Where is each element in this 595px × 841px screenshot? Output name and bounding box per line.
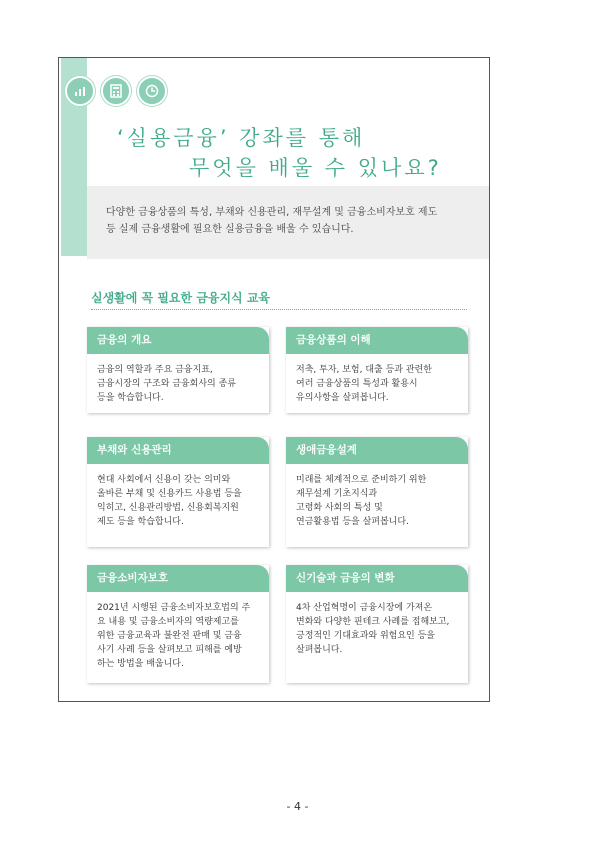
card-text-line: 하는 방법을 배웁니다. <box>97 659 184 669</box>
chart-icon <box>65 76 95 106</box>
clock-icon <box>137 76 167 106</box>
card-consumer-protection <box>87 565 269 683</box>
card-text-line: 재무설계 기초지식과 <box>296 489 378 499</box>
card-text-line: 연금활용법 등을 살펴봅니다. <box>296 517 409 527</box>
card-text-line: 금융시장의 구조와 금융회사의 종류 <box>97 379 236 389</box>
card-title: 생애금융설계 <box>286 437 468 464</box>
card-title: 금융소비자보호 <box>87 565 269 592</box>
card-financial-products <box>286 327 468 413</box>
intro-line: 등 실제 금융생활에 필요한 실용금융을 배울 수 있습니다. <box>106 224 354 235</box>
card-text-line: 4차 산업혁명이 금융시장에 가져온 <box>296 603 433 613</box>
card-text-line: 제도 등을 학습합니다. <box>97 517 184 527</box>
card-body <box>286 464 468 529</box>
card-body <box>87 354 269 405</box>
card-body <box>87 464 269 529</box>
card-title: 금융의 개요 <box>87 327 269 354</box>
card-text-line: 유의사항을 살펴봅니다. <box>296 393 389 403</box>
card-text-line: 살펴봅니다. <box>296 645 343 655</box>
card-body <box>286 354 468 405</box>
card-text-line: 현대 사회에서 신용이 갖는 의미와 <box>97 475 231 485</box>
card-text-line: 2021년 시행된 금융소비자보호법의 주 <box>97 603 251 613</box>
card-text-line: 요 내용 및 금융소비자의 역량제고를 <box>97 617 239 627</box>
page-title-line1: ‘실용금융’ 강좌를 통해 <box>117 126 366 150</box>
card-text-line: 변화와 다양한 핀테크 사례를 접해보고, <box>296 617 450 627</box>
card-text-line: 올바른 부채 및 신용카드 사용법 등을 <box>97 489 242 499</box>
card-text-line: 금융의 역할과 주요 금융지표, <box>97 365 213 375</box>
card-text-line: 여러 금융상품의 특성과 활용시 <box>296 379 418 389</box>
card-text-line: 긍정적인 기대효과와 위험요인 등을 <box>296 631 435 641</box>
intro-line: 다양한 금융상품의 특성, 부채와 신용관리, 재무설계 및 금융소비자보호 제도 <box>106 207 438 218</box>
card-text-line: 익히고, 신용관리방법, 신용회복지원 <box>97 503 239 513</box>
page-title-line2: 무엇을 배울 수 있나요? <box>189 156 442 180</box>
page-number: - 4 - <box>286 800 309 813</box>
card-title: 금융상품의 이해 <box>286 327 468 354</box>
card-text-line: 등을 학습합니다. <box>97 393 164 403</box>
content-frame <box>58 57 490 702</box>
intro-box <box>87 186 490 259</box>
card-text-line: 고령화 사회의 특성 및 <box>296 503 383 513</box>
card-debt-credit <box>87 437 269 547</box>
card-text-line: 위한 금융교육과 불완전 판매 및 금융 <box>97 631 242 641</box>
card-finance-overview <box>87 327 269 413</box>
card-life-planning <box>286 437 468 547</box>
card-title: 신기술과 금융의 변화 <box>286 565 468 592</box>
card-text-line: 미래를 체계적으로 준비하기 위한 <box>296 475 427 485</box>
calculator-icon <box>101 76 131 106</box>
card-new-tech-finance <box>286 565 468 683</box>
section-title: 실생활에 꼭 필요한 금융지식 교육 <box>91 291 271 305</box>
divider <box>91 309 467 310</box>
card-body <box>286 592 468 657</box>
card-body <box>87 592 269 671</box>
card-text-line: 사기 사례 등을 살펴보고 피해를 예방 <box>97 645 242 655</box>
header-icons <box>65 76 167 106</box>
card-text-line: 저축, 투자, 보험, 대출 등과 관련한 <box>296 365 432 375</box>
card-title: 부채와 신용관리 <box>87 437 269 464</box>
